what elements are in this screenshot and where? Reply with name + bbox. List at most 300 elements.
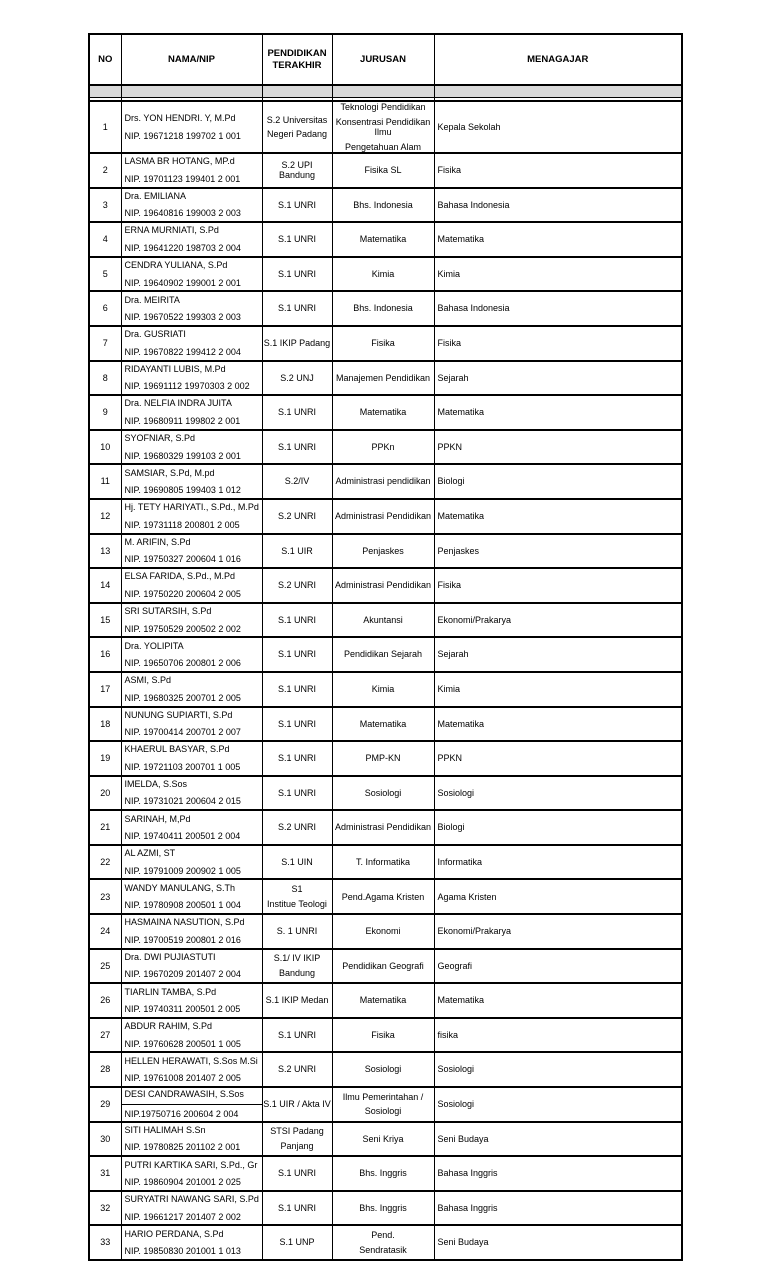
- cell-jurusan: [332, 1087, 434, 1122]
- table-row: [89, 153, 682, 188]
- table-row: [89, 361, 682, 396]
- cell-pendidikan: [262, 914, 332, 949]
- cell-no: 32: [89, 1191, 121, 1226]
- cell-jurusan: [332, 395, 434, 430]
- gray-separator-cell: [121, 85, 262, 97]
- teacher-name: Dra. DWI PUJIASTUTI: [124, 951, 216, 962]
- cell-no: 22: [89, 845, 121, 880]
- teacher-name: Dra. YOLIPITA: [124, 640, 184, 651]
- cell-menagajar: fisika: [434, 1018, 682, 1053]
- pendidikan-line: S.2 UNRI: [277, 1064, 316, 1075]
- teacher-nip: NIP. 19680329 199103 2 001: [124, 450, 241, 461]
- cell-no: 30: [89, 1122, 121, 1157]
- teacher-nip: NIP. 19731021 200604 2 015: [124, 796, 241, 807]
- cell-nama-nip: [121, 464, 262, 499]
- jurusan-line: Manajemen Pendidikan: [335, 372, 431, 383]
- cell-nama-nip: [121, 1122, 262, 1157]
- pendidikan-line: S.1 UNRI: [277, 718, 316, 729]
- cell-pendidikan: [262, 101, 332, 153]
- cell-jurusan: [332, 914, 434, 949]
- cell-jurusan: [332, 1122, 434, 1157]
- jurusan-line: Fisika: [371, 1029, 395, 1040]
- cell-menagajar: Fisika: [434, 568, 682, 603]
- cell-jurusan: [332, 707, 434, 742]
- cell-nama-nip: [121, 1052, 262, 1087]
- jurusan-line: Matematika: [359, 407, 407, 418]
- cell-pendidikan: [262, 845, 332, 880]
- table-row: [89, 983, 682, 1018]
- cell-menagajar: Penjaskes: [434, 534, 682, 569]
- cell-nama-nip: [121, 101, 262, 153]
- teacher-nip: NIP.19750716 200604 2 004: [124, 1108, 239, 1119]
- cell-no: 20: [89, 776, 121, 811]
- cell-menagajar: Sosiologi: [434, 1052, 682, 1087]
- cell-nama-nip: [121, 845, 262, 880]
- cell-menagajar: Ekonomi/Prakarya: [434, 603, 682, 638]
- jurusan-line: Akuntansi: [363, 614, 403, 625]
- cell-pendidikan: [262, 603, 332, 638]
- jurusan-line: Seni Kriya: [362, 1133, 404, 1144]
- cell-nama-nip: [121, 1225, 262, 1260]
- teacher-nip: NIP. 19680911 199802 2 001: [124, 415, 241, 426]
- cell-menagajar: Matematika: [434, 222, 682, 257]
- teacher-name: Dra. NELFIA INDRA JUITA: [124, 398, 232, 409]
- cell-no: 16: [89, 637, 121, 672]
- cell-menagajar: Agama Kristen: [434, 879, 682, 914]
- cell-no: 9: [89, 395, 121, 430]
- cell-jurusan: [332, 101, 434, 153]
- pendidikan-line: S.1 UNRI: [277, 649, 316, 660]
- cell-pendidikan: [262, 672, 332, 707]
- table-row: [89, 637, 682, 672]
- pendidikan-line: S.1 UNRI: [277, 1202, 316, 1213]
- cell-jurusan: [332, 153, 434, 188]
- table-row: [89, 291, 682, 326]
- teacher-name: SURYATRI NAWANG SARI, S.Pd: [124, 1194, 259, 1205]
- cell-no: 18: [89, 707, 121, 742]
- teacher-name: Dra. GUSRIATI: [124, 329, 186, 340]
- cell-no: 21: [89, 810, 121, 845]
- cell-pendidikan: [262, 499, 332, 534]
- pendidikan-line: S.1 UNRI: [277, 268, 316, 279]
- cell-no: 28: [89, 1052, 121, 1087]
- cell-no: 2: [89, 153, 121, 188]
- cell-pendidikan: [262, 741, 332, 776]
- pendidikan-line: S.1 UNRI: [277, 683, 316, 694]
- table-row: [89, 188, 682, 223]
- table-row: [89, 949, 682, 984]
- cell-no: 17: [89, 672, 121, 707]
- cell-nama-nip: [121, 326, 262, 361]
- pendidikan-line: S.2 UNRI: [277, 822, 316, 833]
- table-row: [89, 1225, 682, 1260]
- cell-pendidikan: [262, 464, 332, 499]
- cell-jurusan: [332, 188, 434, 223]
- jurusan-line: Bhs. Inggris: [359, 1202, 407, 1213]
- cell-nama-nip: [121, 153, 262, 188]
- jurusan-line: Administrasi Pendidikan: [334, 580, 432, 591]
- cell-menagajar: Informatika: [434, 845, 682, 880]
- teacher-nip: NIP. 19670822 199412 2 004: [124, 346, 241, 357]
- teacher-name: ABDUR RAHIM, S.Pd: [124, 1021, 213, 1032]
- cell-no: 31: [89, 1156, 121, 1191]
- cell-nama-nip: [121, 291, 262, 326]
- cell-pendidikan: [262, 222, 332, 257]
- teacher-nip: NIP. 19680325 200701 2 005: [124, 692, 241, 703]
- jurusan-line: Bhs. Indonesia: [353, 199, 413, 210]
- cell-jurusan: [332, 776, 434, 811]
- teacher-name: SAMSIAR, S.Pd, M.pd: [124, 467, 215, 478]
- jurusan-line: Kimia: [371, 268, 395, 279]
- cell-no: 27: [89, 1018, 121, 1053]
- cell-jurusan: [332, 568, 434, 603]
- pendidikan-line: Institue Teologi: [267, 898, 327, 909]
- pendidikan-line: Bandung: [278, 967, 316, 978]
- cell-nama-nip: [121, 430, 262, 465]
- teacher-nip: NIP. 19700519 200801 2 016: [124, 934, 241, 945]
- gray-separator-cell: [434, 85, 682, 97]
- cell-nama-nip: [121, 1018, 262, 1053]
- cell-nama-nip: [121, 741, 262, 776]
- pendidikan-line: S.1 UNRI: [277, 614, 316, 625]
- pendidikan-line: S.2 UPI Bandung: [278, 159, 316, 181]
- teacher-name: SRI SUTARSIH, S.Pd: [124, 606, 212, 617]
- table-row: [89, 326, 682, 361]
- teacher-nip: NIP. 19850830 201001 1 013: [124, 1246, 241, 1257]
- jurusan-line: Teknologi Pendidikan: [340, 102, 426, 112]
- cell-pendidikan: [262, 568, 332, 603]
- pendidikan-line: STSI Padang: [270, 1126, 324, 1137]
- cell-jurusan: [332, 1191, 434, 1226]
- cell-no: 13: [89, 534, 121, 569]
- cell-menagajar: PPKN: [434, 430, 682, 465]
- pendidikan-line: S.1 IKIP Medan: [265, 995, 329, 1006]
- cell-no: 4: [89, 222, 121, 257]
- cell-menagajar: Biologi: [434, 810, 682, 845]
- teacher-nip: NIP. 19731118 200801 2 005: [124, 519, 240, 530]
- jurusan-line: Administrasi Pendidikan: [334, 822, 432, 833]
- pendidikan-line: S.1 UNP: [279, 1237, 315, 1248]
- teacher-nip: NIP. 19670209 201407 2 004: [124, 969, 241, 980]
- cell-menagajar: Kimia: [434, 672, 682, 707]
- cell-nama-nip: [121, 257, 262, 292]
- pendidikan-line: S.1 UIR: [281, 545, 313, 556]
- gray-separator-row: [89, 85, 682, 97]
- jurusan-line: Bhs. Indonesia: [353, 303, 413, 314]
- teacher-name: RIDAYANTI LUBIS, M.Pd: [124, 363, 226, 374]
- table-row: [89, 1156, 682, 1191]
- cell-pendidikan: [262, 1122, 332, 1157]
- cell-menagajar: Matematika: [434, 983, 682, 1018]
- jurusan-line: Matematika: [359, 995, 407, 1006]
- cell-no: 14: [89, 568, 121, 603]
- cell-nama-nip: [121, 603, 262, 638]
- cell-nama-nip: [121, 222, 262, 257]
- teacher-nip: NIP. 19750529 200502 2 002: [124, 623, 241, 634]
- pendidikan-line: S.1 UNRI: [277, 753, 316, 764]
- table-row: [89, 810, 682, 845]
- cell-nama-nip: [121, 672, 262, 707]
- teacher-nip: NIP. 19671218 199702 1 001: [124, 130, 241, 141]
- cell-no: 25: [89, 949, 121, 984]
- jurusan-line: Bhs. Inggris: [359, 1168, 407, 1179]
- table-row: [89, 464, 682, 499]
- pendidikan-line: S.1 UNRI: [277, 407, 316, 418]
- table-row: [89, 1018, 682, 1053]
- cell-jurusan: [332, 845, 434, 880]
- cell-no: 6: [89, 291, 121, 326]
- teacher-nip: NIP. 19740411 200501 2 004: [124, 831, 241, 842]
- cell-menagajar: Bahasa Indonesia: [434, 291, 682, 326]
- cell-menagajar: Matematika: [434, 707, 682, 742]
- cell-menagajar: Ekonomi/Prakarya: [434, 914, 682, 949]
- teacher-nip: NIP. 19761008 201407 2 005: [124, 1073, 241, 1084]
- jurusan-line: Kimia: [371, 683, 395, 694]
- cell-jurusan: [332, 603, 434, 638]
- cell-pendidikan: [262, 949, 332, 984]
- header-row: [89, 34, 682, 85]
- teacher-name: PUTRI KARTIKA SARI, S.Pd., Gr: [124, 1159, 258, 1170]
- teacher-nip: NIP. 19640902 199001 2 001: [124, 277, 241, 288]
- table-row: [89, 914, 682, 949]
- cell-nama-nip: [121, 983, 262, 1018]
- pendidikan-line: S.1/ IV IKIP: [273, 953, 321, 964]
- cell-no: 8: [89, 361, 121, 396]
- teacher-name: HASMAINA NASUTION, S.Pd: [124, 917, 245, 928]
- cell-nama-nip: [121, 810, 262, 845]
- gray-separator-cell: [332, 85, 434, 97]
- teacher-name: Dra. MEIRITA: [124, 294, 180, 305]
- cell-jurusan: [332, 257, 434, 292]
- cell-no: 5: [89, 257, 121, 292]
- pendidikan-line: S.1 UIN: [281, 856, 313, 867]
- teacher-name: WANDY MANULANG, S.Th: [124, 882, 236, 893]
- pendidikan-line: S.1 UNRI: [277, 303, 316, 314]
- jurusan-line: Pendidikan Sejarah: [343, 649, 423, 660]
- pendidikan-line: Panjang: [280, 1140, 314, 1151]
- teacher-name: SITI HALIMAH S.Sn: [124, 1124, 206, 1135]
- teacher-nip: NIP. 19650706 200801 2 006: [124, 658, 241, 669]
- cell-nama-nip: [121, 361, 262, 396]
- teacher-nip: NIP. 19740311 200501 2 005: [124, 1004, 241, 1015]
- cell-jurusan: [332, 534, 434, 569]
- cell-menagajar: Matematika: [434, 395, 682, 430]
- cell-menagajar: Biologi: [434, 464, 682, 499]
- cell-jurusan: [332, 1018, 434, 1053]
- jurusan-line: Pengetahuan Alam: [344, 141, 422, 152]
- teacher-nip: NIP. 19670522 199303 2 003: [124, 312, 241, 323]
- teacher-nip: NIP. 19690805 199403 1 012: [124, 485, 241, 496]
- teacher-nip: NIP. 19750327 200604 1 016: [124, 554, 241, 565]
- cell-no: 33: [89, 1225, 121, 1260]
- cell-jurusan: [332, 464, 434, 499]
- teacher-name: ELSA FARIDA, S.Pd., M.Pd: [124, 571, 236, 582]
- table-row: [89, 879, 682, 914]
- teacher-nip: NIP. 19750220 200604 2 005: [124, 588, 241, 599]
- table-row: [89, 568, 682, 603]
- pendidikan-line: S.1 UNRI: [277, 1029, 316, 1040]
- table-row: [89, 1087, 682, 1122]
- teacher-name: IMELDA, S.Sos: [124, 778, 188, 789]
- cell-jurusan: [332, 430, 434, 465]
- cell-pendidikan: [262, 326, 332, 361]
- teacher-nip: NIP. 19860904 201001 2 025: [124, 1177, 241, 1188]
- teacher-nip: NIP. 19640816 199003 2 003: [124, 208, 241, 219]
- table-row: [89, 776, 682, 811]
- header-jurusan: JURUSAN: [332, 34, 434, 85]
- jurusan-line: Ekonomi: [365, 926, 401, 937]
- cell-pendidikan: [262, 1052, 332, 1087]
- teacher-name: M. ARIFIN, S.Pd: [124, 536, 191, 547]
- cell-no: 3: [89, 188, 121, 223]
- cell-jurusan: [332, 291, 434, 326]
- jurusan-line: Penjaskes: [362, 545, 404, 556]
- cell-pendidikan: [262, 430, 332, 465]
- pendidikan-line: S.1 UNRI: [277, 234, 316, 245]
- teacher-nip: NIP. 19701123 199401 2 001: [124, 173, 241, 184]
- cell-no: 24: [89, 914, 121, 949]
- table-row: [89, 845, 682, 880]
- jurusan-line: Sosiologi: [364, 1106, 402, 1117]
- jurusan-line: Sendratasik: [359, 1244, 407, 1255]
- cell-pendidikan: [262, 983, 332, 1018]
- header-pendidikan: PENDIDIKAN TERAKHIR: [262, 34, 332, 85]
- teacher-name: NUNUNG SUPIARTI, S.Pd: [124, 709, 233, 720]
- cell-jurusan: [332, 672, 434, 707]
- cell-menagajar: Seni Budaya: [434, 1122, 682, 1157]
- cell-pendidikan: [262, 1087, 332, 1122]
- pendidikan-line: S.2/IV: [284, 476, 310, 487]
- cell-nama-nip: [121, 879, 262, 914]
- cell-jurusan: [332, 499, 434, 534]
- cell-menagajar: Kepala Sekolah: [434, 101, 682, 153]
- teacher-name: Dra. EMILIANA: [124, 190, 187, 201]
- cell-pendidikan: [262, 188, 332, 223]
- teacher-nip: NIP. 19661217 201407 2 002: [124, 1211, 241, 1222]
- teacher-name: TIARLIN TAMBA, S.Pd: [124, 986, 217, 997]
- teacher-name: HELLEN HERAWATI, S.Sos M.Si: [124, 1055, 258, 1066]
- cell-pendidikan: [262, 534, 332, 569]
- cell-menagajar: Seni Budaya: [434, 1225, 682, 1260]
- cell-menagajar: Sejarah: [434, 637, 682, 672]
- cell-jurusan: [332, 1052, 434, 1087]
- cell-nama-nip: [121, 914, 262, 949]
- cell-menagajar: Sejarah: [434, 361, 682, 396]
- header-menagajar: MENAGAJAR: [434, 34, 682, 85]
- pendidikan-line: S. 1 UNRI: [276, 926, 318, 937]
- jurusan-line: Matematika: [359, 718, 407, 729]
- table-row: [89, 672, 682, 707]
- cell-nama-nip: [121, 1156, 262, 1191]
- cell-nama-nip: [121, 395, 262, 430]
- cell-jurusan: [332, 810, 434, 845]
- teachers-table: [88, 33, 683, 1261]
- cell-no: 29: [89, 1087, 121, 1122]
- jurusan-line: Konsentrasi Pendidikan Ilmu: [335, 116, 431, 137]
- teacher-name: Hj. TETY HARIYATI., S.Pd., M.Pd: [124, 502, 259, 513]
- teacher-nip: NIP. 19780908 200501 1 004: [124, 900, 241, 911]
- cell-no: 23: [89, 879, 121, 914]
- cell-jurusan: [332, 361, 434, 396]
- table-row: [89, 1052, 682, 1087]
- teacher-name: KHAERUL BASYAR, S.Pd: [124, 744, 230, 755]
- cell-menagajar: Bahasa Inggris: [434, 1191, 682, 1226]
- pendidikan-line: S.1 UNRI: [277, 199, 316, 210]
- cell-jurusan: [332, 1225, 434, 1260]
- cell-menagajar: PPKN: [434, 741, 682, 776]
- jurusan-line: Matematika: [359, 234, 407, 245]
- pendidikan-line: S.1 UNRI: [277, 787, 316, 798]
- cell-no: 19: [89, 741, 121, 776]
- document-page: [88, 33, 683, 1261]
- pendidikan-line: S.2 UNRI: [277, 580, 316, 591]
- cell-menagajar: Geografi: [434, 949, 682, 984]
- cell-jurusan: [332, 983, 434, 1018]
- table-row: [89, 603, 682, 638]
- cell-jurusan: [332, 879, 434, 914]
- jurusan-line: Pendidikan Geografi: [342, 960, 424, 971]
- cell-pendidikan: [262, 1018, 332, 1053]
- table-row: [89, 499, 682, 534]
- cell-jurusan: [332, 637, 434, 672]
- cell-pendidikan: [262, 810, 332, 845]
- cell-no: 11: [89, 464, 121, 499]
- table-row: [89, 257, 682, 292]
- cell-no: 1: [89, 101, 121, 153]
- jurusan-line: PPKn: [371, 441, 395, 452]
- jurusan-line: Fisika SL: [364, 165, 402, 176]
- teacher-name: ERNA MURNIATI, S.Pd: [124, 225, 219, 236]
- table-row: [89, 222, 682, 257]
- table-row: [89, 1122, 682, 1157]
- cell-pendidikan: [262, 1191, 332, 1226]
- teacher-name: SARINAH, M,Pd: [124, 813, 191, 824]
- teacher-name: SYOFNIAR, S.Pd: [124, 433, 196, 444]
- cell-no: 12: [89, 499, 121, 534]
- jurusan-line: Pend.: [371, 1230, 395, 1241]
- cell-menagajar: Sosiologi: [434, 1087, 682, 1122]
- cell-pendidikan: [262, 879, 332, 914]
- jurusan-line: T. Informatika: [355, 856, 411, 867]
- teacher-name: DESI CANDRAWASIH, S.Sos: [122, 1089, 262, 1105]
- cell-menagajar: Bahasa Inggris: [434, 1156, 682, 1191]
- cell-nama-nip: [121, 568, 262, 603]
- cell-menagajar: Fisika: [434, 153, 682, 188]
- pendidikan-line: Negeri Padang: [266, 129, 328, 139]
- cell-pendidikan: [262, 153, 332, 188]
- gray-separator-cell: [89, 85, 121, 97]
- cell-nama-nip: [121, 776, 262, 811]
- teacher-name: ASMI, S.Pd: [124, 675, 172, 686]
- teacher-nip: NIP. 19721103 200701 1 005: [124, 761, 241, 772]
- pendidikan-line: S.2 UNJ: [280, 372, 314, 383]
- cell-jurusan: [332, 741, 434, 776]
- teacher-nip: NIP. 19760628 200501 1 005: [124, 1038, 241, 1049]
- cell-jurusan: [332, 1156, 434, 1191]
- cell-nama-nip: [121, 499, 262, 534]
- table-row: [89, 534, 682, 569]
- cell-pendidikan: [262, 395, 332, 430]
- pendidikan-line: S.1 UIR / Akta IV: [263, 1099, 331, 1110]
- pendidikan-line: S.1 UNRI: [277, 441, 316, 452]
- table-row: [89, 741, 682, 776]
- cell-pendidikan: [262, 1225, 332, 1260]
- cell-nama-nip: [121, 1191, 262, 1226]
- cell-menagajar: Bahasa Indonesia: [434, 188, 682, 223]
- pendidikan-line: S1: [291, 884, 303, 895]
- jurusan-line: Pend.Agama Kristen: [341, 891, 425, 902]
- cell-jurusan: [332, 326, 434, 361]
